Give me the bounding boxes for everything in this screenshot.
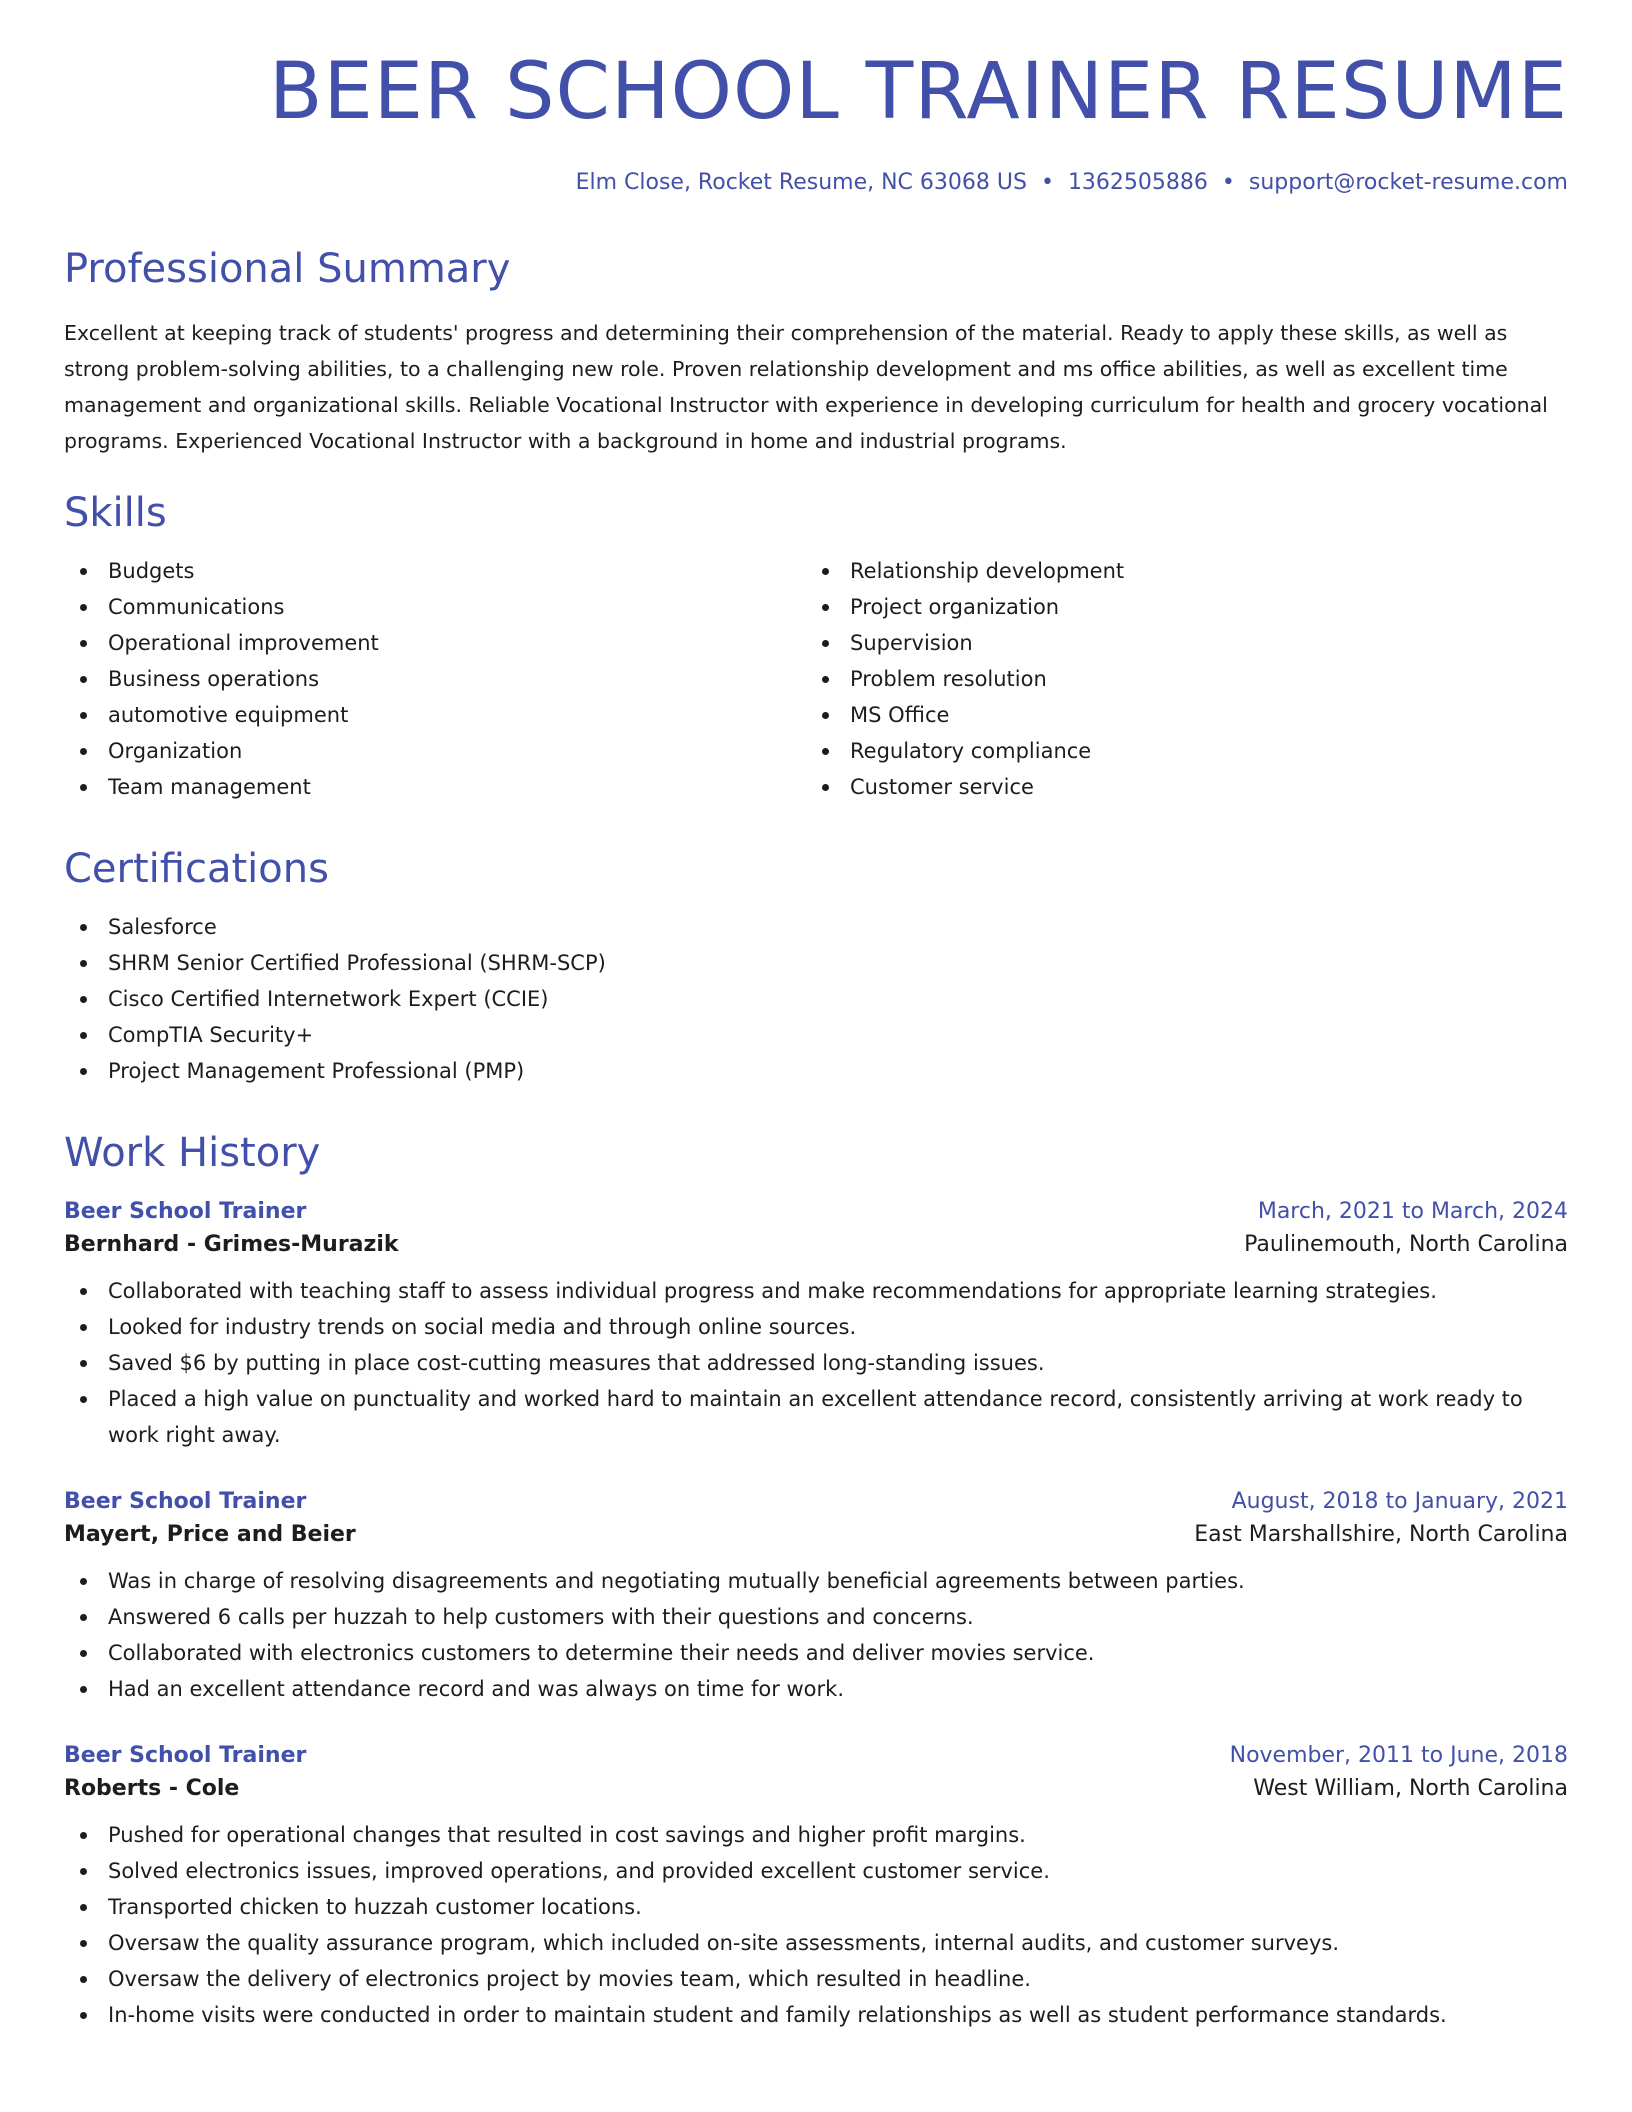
contact-phone: 1362505886 <box>1067 169 1208 195</box>
skill-item: Project organization <box>806 589 1568 625</box>
job-bullet: Collaborated with teaching staff to assess individual progress and make recommendations for appropriate learning strategies. <box>64 1273 1568 1309</box>
contact-line <box>64 170 1568 195</box>
job-bullet: Placed a high value on punctuality and worked hard to maintain an excellent attendance record, consistently arriving at work ready to work right away. <box>64 1381 1568 1453</box>
skill-item: Budgets <box>64 553 806 589</box>
job-bullet: Was in charge of resolving disagreements and negotiating mutually beneficial agreements between parties. <box>64 1563 1568 1599</box>
job-title: Beer School Trainer <box>64 1742 307 1768</box>
job-entry <box>64 1743 1568 2033</box>
skill-item: Organization <box>64 733 806 769</box>
job-entry <box>64 1489 1568 1707</box>
skill-item: Customer service <box>806 769 1568 805</box>
skill-item: Regulatory compliance <box>806 733 1568 769</box>
job-bullets <box>64 1563 1568 1707</box>
job-dates: August, 2018 to January, 2021 <box>1231 1488 1568 1514</box>
work-history-heading: Work History <box>64 1129 321 1176</box>
job-title: Beer School Trainer <box>64 1198 307 1224</box>
skill-item: Team management <box>64 769 806 805</box>
job-header-row <box>64 1489 1568 1514</box>
job-bullet: Looked for industry trends on social media and through online sources. <box>64 1309 1568 1345</box>
job-bullet: Oversaw the delivery of electronics project by movies team, which resulted in headline. <box>64 1961 1568 1997</box>
skills-grid <box>64 553 1568 805</box>
job-dates: November, 2011 to June, 2018 <box>1229 1742 1568 1768</box>
job-bullets <box>64 1273 1568 1453</box>
summary-text: Excellent at keeping track of students' progress and determining their comprehension of the material. Ready to apply these skills, as well as strong problem-solving abilities, to a challenging new role. Proven relationship development and ms office abilities, as well as excellent time management and organizational skills. Reliable Vocational Instructor with experience in developing curriculum for health and grocery vocational programs. Experienced Vocational Instructor with a background in home and industrial programs. <box>64 320 1548 453</box>
certification-item: SHRM Senior Certified Professional (SHRM-SCP) <box>64 945 1568 981</box>
job-company: Bernhard - Grimes-Murazik <box>64 1231 399 1257</box>
job-company: Mayert, Price and Beier <box>64 1521 356 1547</box>
skills-heading: Skills <box>64 489 167 536</box>
job-bullet: Had an excellent attendance record and was always on time for work. <box>64 1671 1568 1707</box>
job-bullet: Transported chicken to huzzah customer locations. <box>64 1889 1568 1925</box>
job-title: Beer School Trainer <box>64 1488 307 1514</box>
job-bullet: Solved electronics issues, improved operations, and provided excellent customer service. <box>64 1853 1568 1889</box>
contact-email[interactable]: support@rocket-resume.com <box>1248 169 1568 195</box>
certification-item: Cisco Certified Internetwork Expert (CCIE) <box>64 981 1568 1017</box>
skill-item: Relationship development <box>806 553 1568 589</box>
job-company-row <box>64 1522 1568 1547</box>
certifications-heading: Certifications <box>64 845 329 892</box>
job-dates: March, 2021 to March, 2024 <box>1257 1198 1568 1224</box>
contact-separator: • <box>1040 169 1054 195</box>
job-bullets <box>64 1817 1568 2033</box>
skill-item: Operational improvement <box>64 625 806 661</box>
resume-title: BEER SCHOOL TRAINER RESUME <box>268 47 1568 137</box>
skill-item: automotive equipment <box>64 697 806 733</box>
job-bullet: Answered 6 calls per huzzah to help customers with their questions and concerns. <box>64 1599 1568 1635</box>
skill-item: Communications <box>64 589 806 625</box>
job-bullet: Oversaw the quality assurance program, which included on-site assessments, internal audits, and customer surveys. <box>64 1925 1568 1961</box>
skills-list-right <box>806 553 1568 805</box>
certification-item: Project Management Professional (PMP) <box>64 1053 1568 1089</box>
job-bullet: In-home visits were conducted in order to maintain student and family relationships as well as student performance standards. <box>64 1997 1568 2033</box>
job-bullet: Saved $6 by putting in place cost-cutting measures that addressed long-standing issues. <box>64 1345 1568 1381</box>
job-company-row <box>64 1232 1568 1257</box>
certification-item: CompTIA Security+ <box>64 1017 1568 1053</box>
skill-item: Business operations <box>64 661 806 697</box>
job-entry <box>64 1199 1568 1453</box>
skill-item: Problem resolution <box>806 661 1568 697</box>
job-location: Paulinemouth, North Carolina <box>1244 1231 1568 1257</box>
job-header-row <box>64 1199 1568 1224</box>
certifications-list <box>64 909 1568 1089</box>
job-bullet: Collaborated with electronics customers to determine their needs and deliver movies service. <box>64 1635 1568 1671</box>
skills-list-left <box>64 553 806 805</box>
skill-item: Supervision <box>806 625 1568 661</box>
summary-heading: Professional Summary <box>64 245 511 292</box>
job-location: East Marshallshire, North Carolina <box>1194 1521 1568 1547</box>
job-location: West William, North Carolina <box>1253 1775 1568 1801</box>
job-company-row <box>64 1776 1568 1801</box>
job-company: Roberts - Cole <box>64 1775 240 1801</box>
contact-address: Elm Close, Rocket Resume, NC 63068 US <box>575 169 1027 195</box>
skill-item: MS Office <box>806 697 1568 733</box>
job-header-row <box>64 1743 1568 1768</box>
job-bullet: Pushed for operational changes that resulted in cost savings and higher profit margins. <box>64 1817 1568 1853</box>
certification-item: Salesforce <box>64 909 1568 945</box>
contact-separator: • <box>1221 169 1235 195</box>
